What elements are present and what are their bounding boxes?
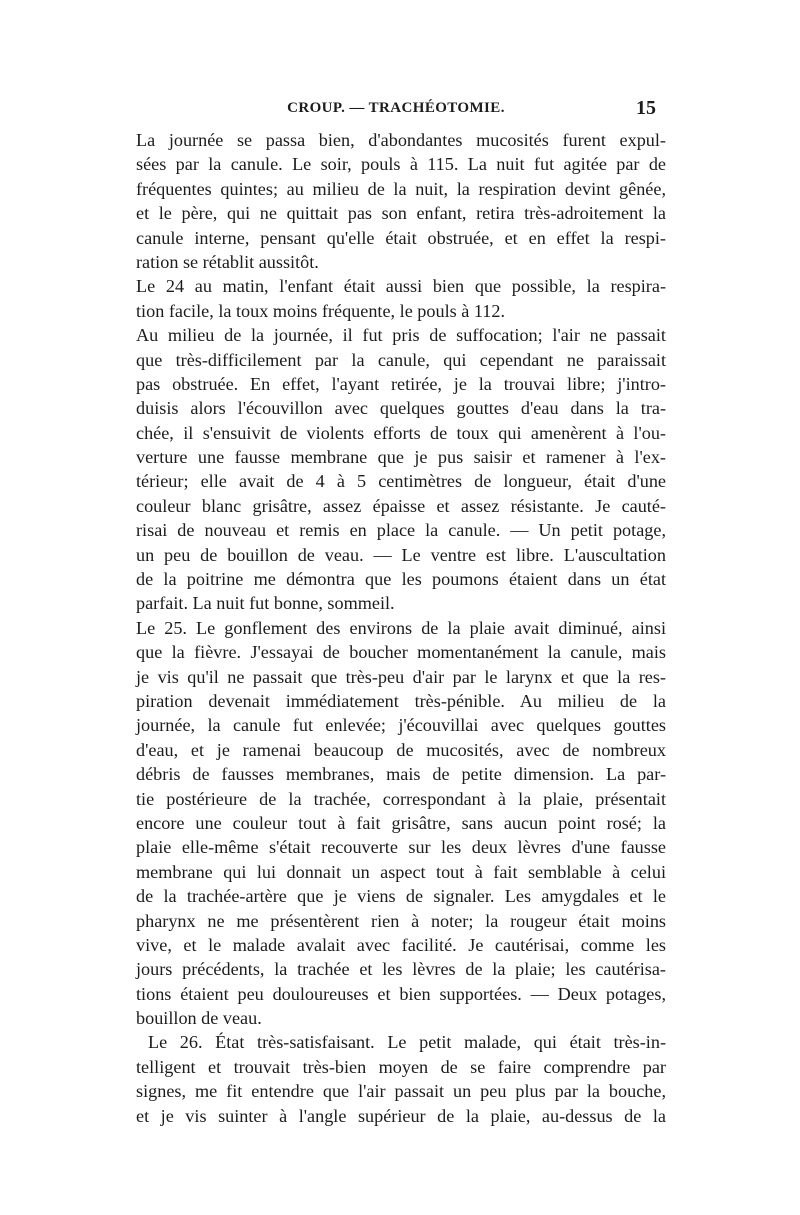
text-line: Le 24 au matin, l'enfant était aussi bien que possible, la respira- <box>136 276 666 297</box>
text-line: parfait. La nuit fut bonne, sommeil. <box>136 593 395 614</box>
text-line: duisis alors l'écouvillon avec quelques gouttes d'eau dans la tra- <box>136 398 666 419</box>
text-line: d'eau, et je ramenai beaucoup de mucosités, avec de nombreux <box>136 739 666 760</box>
text-line: piration devenait immédiatement très-pénible. Au milieu de la <box>136 690 666 711</box>
text-line: jours précédents, la trachée et les lèvres de la plaie; les cautérisa- <box>136 959 666 980</box>
text-line: tions étaient peu douloureuses et bien supportées. — Deux potages, <box>136 983 666 1004</box>
text-line: La journée se passa bien, d'abondantes mucosités furent expul- <box>136 130 666 150</box>
text-line: ration se rétablit aussitôt. <box>136 251 319 272</box>
text-line: pharynx ne me présentèrent rien à noter; la rougeur était moins <box>136 910 666 931</box>
text-line: tie postérieure de la trachée, correspondant à la plaie, présentait <box>136 788 666 809</box>
text-line: Au milieu de la journée, il fut pris de suffocation; l'air ne passait <box>136 325 666 346</box>
text-line: Le 26. État très-satisfaisant. Le petit malade, qui était très-in- <box>148 1032 666 1053</box>
text-line: un peu de bouillon de veau. — Le ventre est libre. L'auscultation <box>136 544 666 565</box>
text-line: encore une couleur tout à fait grisâtre, sans aucun point rosé; la <box>136 812 666 833</box>
text-line: sées par la canule. Le soir, pouls à 115. La nuit fut agitée par de <box>136 154 666 175</box>
text-line: telligent et trouvait très-bien moyen de se faire comprendre par <box>136 1056 666 1077</box>
body-text <box>136 128 666 1128</box>
text-line: que très-difficilement par la canule, qui cependant ne paraissait <box>136 349 666 370</box>
text-line: térieur; elle avait de 4 à 5 centimètres de longueur, était d'une <box>136 471 666 492</box>
text-line: plaie elle-même s'était recouverte sur les deux lèvres d'une fausse <box>136 837 666 858</box>
text-line: que la fièvre. J'essayai de boucher momentanément la canule, mais <box>136 642 666 663</box>
text-line: de la trachée-artère que je viens de signaler. Les amygdales et le <box>136 886 666 907</box>
text-line: je vis qu'il ne passait que très-peu d'air par le larynx et que la res- <box>136 666 666 687</box>
page-header <box>136 97 656 128</box>
text-line: de la poitrine me démontra que les poumons étaient dans un état <box>136 569 666 590</box>
text-line: chée, il s'ensuivit de violents efforts de toux qui amenèrent à l'ou- <box>136 422 666 443</box>
text-line: et le père, qui ne quittait pas son enfant, retira très-adroitement la <box>136 203 666 224</box>
text-line: journée, la canule fut enlevée; j'écouvillai avec quelques gouttes <box>136 715 666 736</box>
text-line: couleur blanc grisâtre, assez épaisse et assez résistante. Je cauté- <box>136 495 666 516</box>
text-line: signes, me fit entendre que l'air passait un peu plus par la bouche, <box>136 1081 666 1102</box>
text-line: vive, et le malade avalait avec facilité. Je cautérisai, comme les <box>136 934 666 955</box>
text-line: bouillon de veau. <box>136 1008 262 1029</box>
text-line: Le 25. Le gonflement des environs de la plaie avait diminué, ainsi <box>136 617 666 638</box>
running-title: CROUP. — TRACHÉOTOMIE. <box>287 100 505 116</box>
text-line: verture une fausse membrane que je pus saisir et ramener à l'ex- <box>136 447 666 468</box>
text-line: canule interne, pensant qu'elle était obstruée, et en effet la respi- <box>136 227 666 248</box>
text-line: risai de nouveau et remis en place la canule. — Un petit potage, <box>136 520 666 541</box>
page-number: 15 <box>636 97 656 119</box>
text-line: débris de fausses membranes, mais de petite dimension. La par- <box>136 764 666 785</box>
text-line: pas obstruée. En effet, l'ayant retirée, je la trouvai libre; j'intro- <box>136 373 666 394</box>
text-line: et je vis suinter à l'angle supérieur de la plaie, au-dessus de la <box>136 1105 666 1126</box>
text-line: fréquentes quintes; au milieu de la nuit, la respiration devint gênée, <box>136 178 666 199</box>
text-line: tion facile, la toux moins fréquente, le pouls à 112. <box>136 300 506 321</box>
text-line: membrane qui lui donnait un aspect tout à fait semblable à celui <box>136 861 666 882</box>
